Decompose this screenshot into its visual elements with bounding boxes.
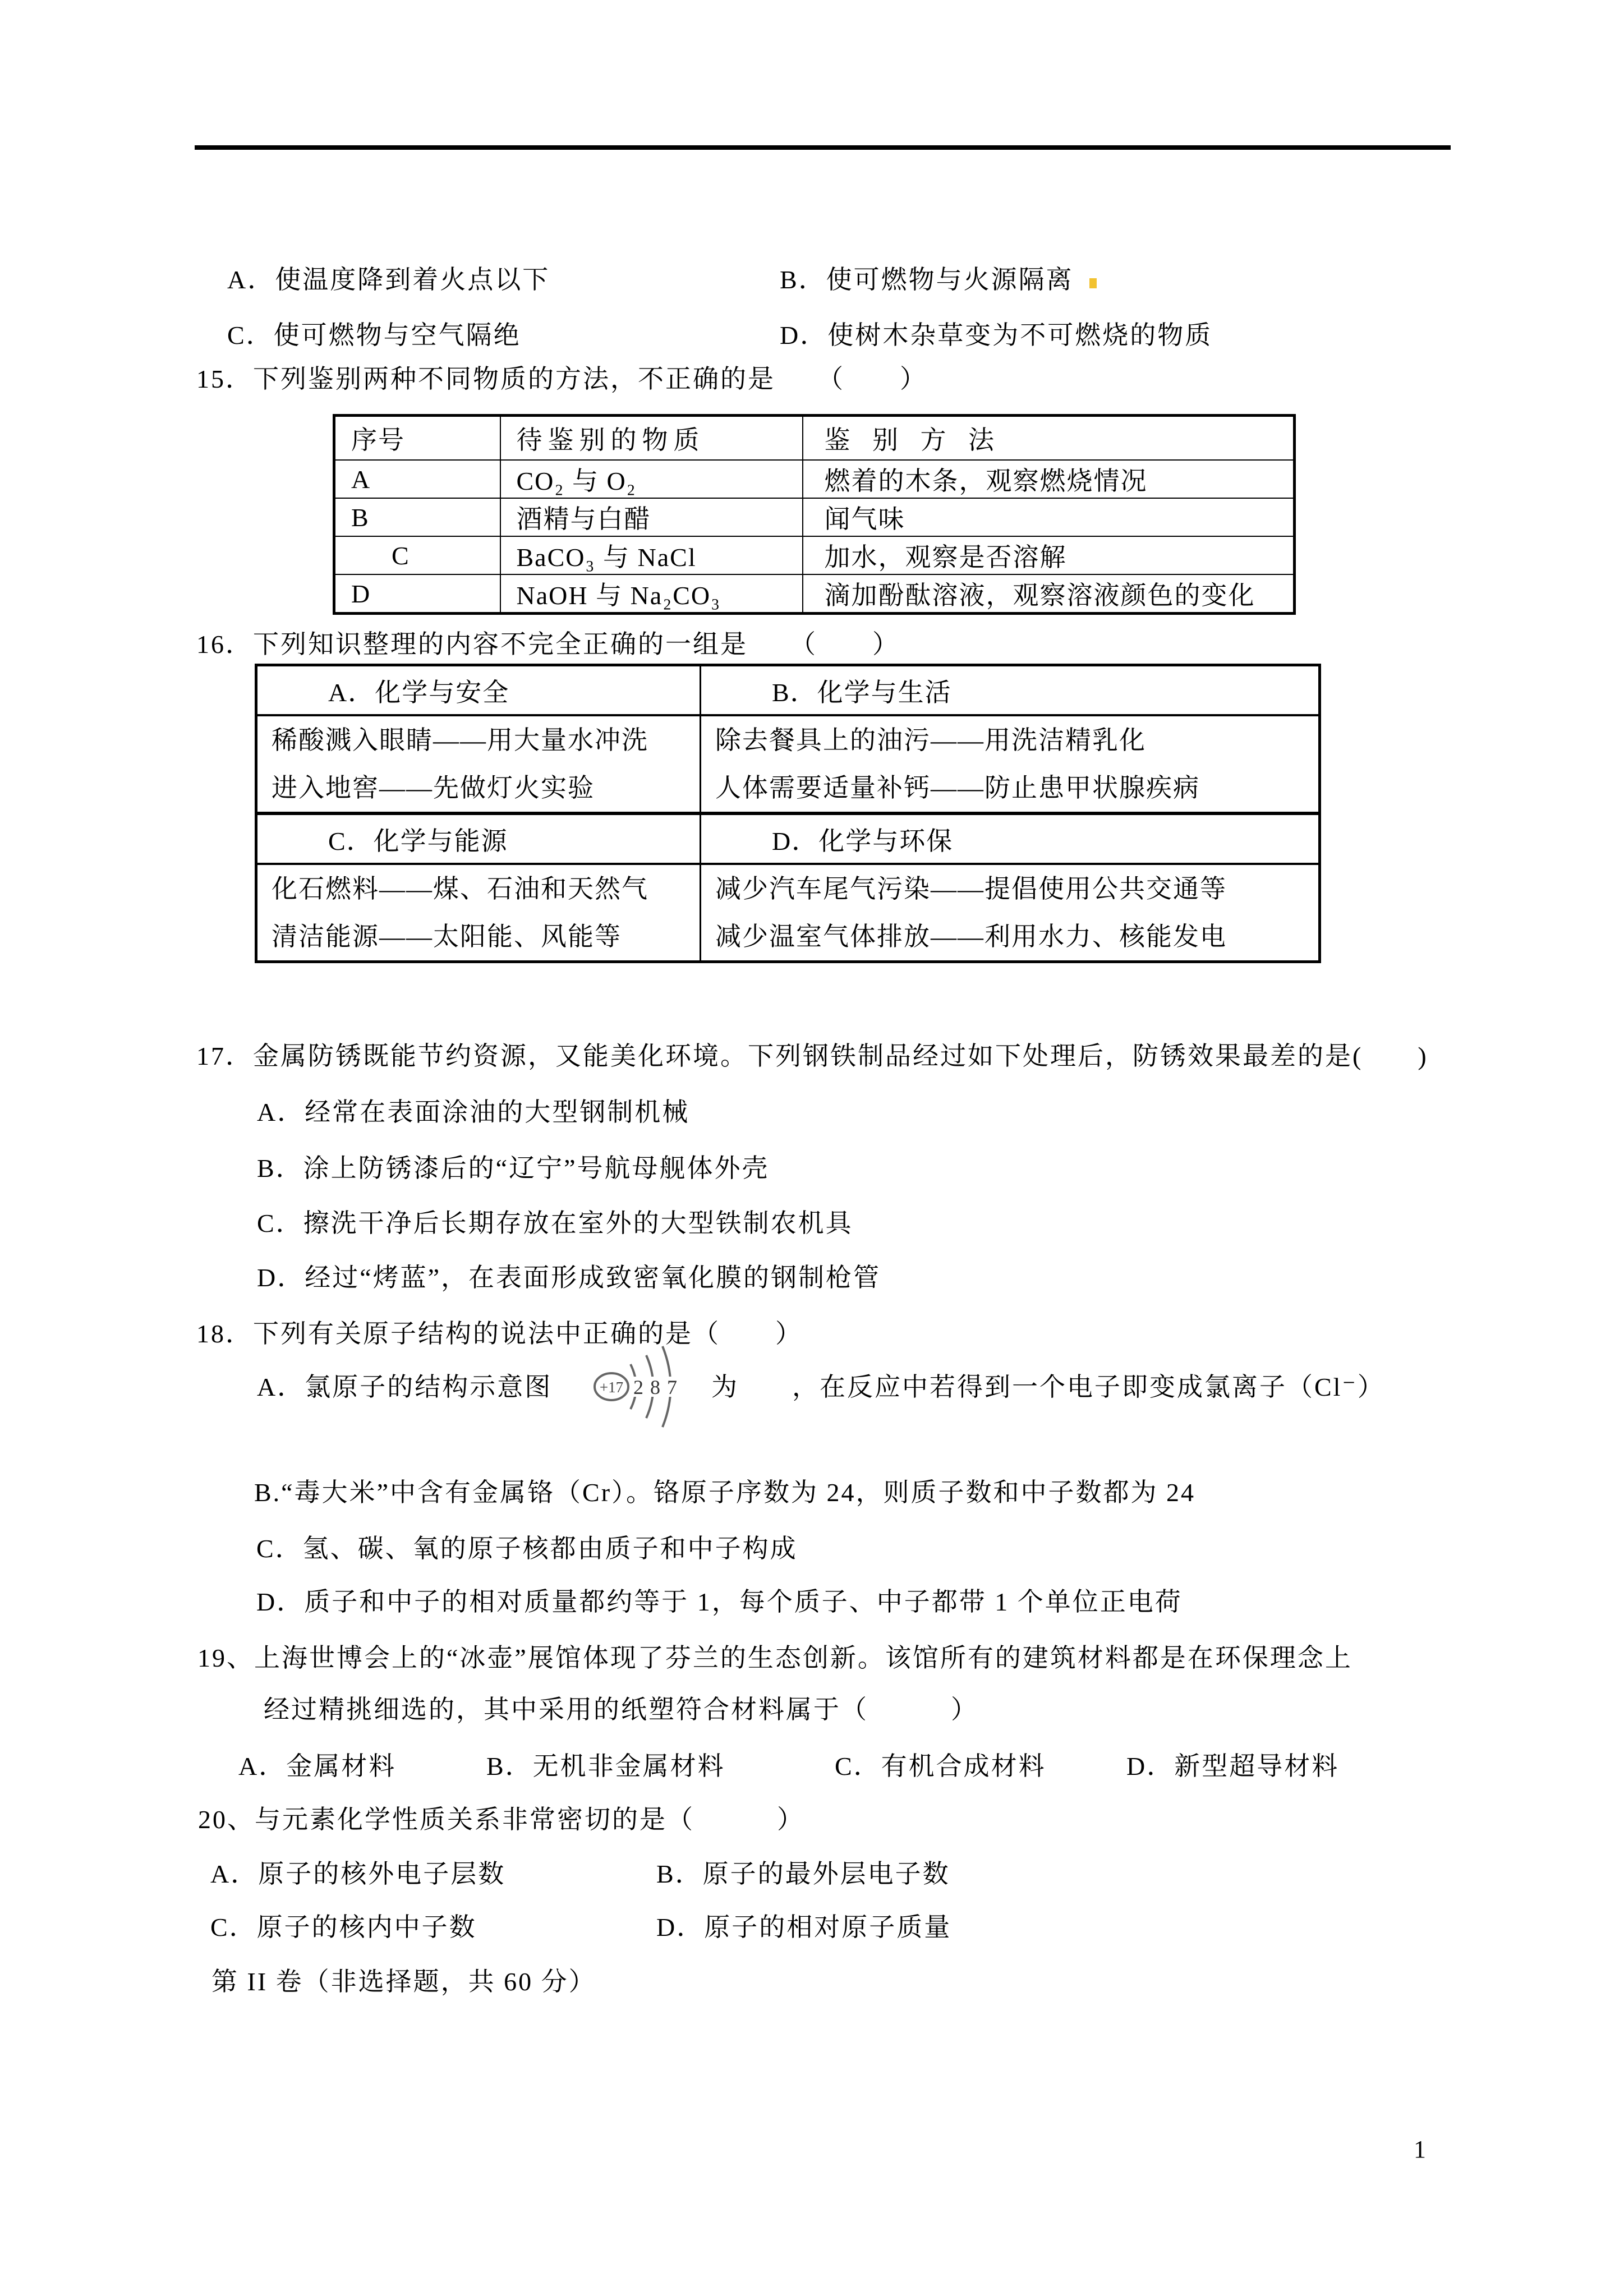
q19-option-b: B．无机非金属材料 (486, 1752, 725, 1780)
shell-electron-count: 8 (650, 1376, 660, 1398)
q18-option-a-mid: 为 (711, 1373, 739, 1401)
q14-option-c: C．使可燃物与空气隔绝 (227, 321, 521, 349)
table-cell: 加水，观察是否溶解 (803, 536, 1295, 574)
table-row (334, 460, 1295, 498)
header-rule (195, 145, 1451, 150)
table-cell: BaCO₃ 与 NaCl (500, 536, 803, 574)
table-cell: D (334, 574, 500, 614)
q18-option-d: D．质子和中子的相对质量都约等于 1，每个质子、中子都带 1 个单位正电荷 (256, 1588, 1183, 1616)
table-row (256, 715, 1320, 813)
table-cell (701, 715, 1320, 813)
q18-option-a-prefix: A．氯原子的结构示意图 (257, 1373, 553, 1401)
q16-table (255, 664, 1321, 963)
table-cell: CO₂ 与 O₂ (500, 460, 803, 498)
table-header-cell: B．化学与生活 (701, 665, 1320, 716)
q19-option-a: A．金属材料 (238, 1752, 397, 1780)
q17-option-c: C．擦洗干净后长期存放在室外的大型铁制农机具 (257, 1209, 853, 1237)
table-header-row (256, 665, 1320, 716)
table-header-cell: 序号 (334, 416, 500, 461)
table-row (334, 536, 1295, 574)
table-cell: 酒精与白醋 (500, 498, 803, 536)
shell-electron-count: 7 (667, 1376, 677, 1398)
table-cell: 闻气味 (803, 498, 1295, 536)
table-header-cell: A．化学与安全 (256, 665, 701, 716)
part2-heading: 第 II 卷（非选择题，共 60 分） (211, 1967, 596, 1996)
q20-option-d: D．原子的相对原子质量 (656, 1913, 952, 1941)
table-cell-line: 清洁能源——太阳能、风能等 (272, 922, 622, 951)
q19-line1: 19、上海世博会上的“冰壶”展馆体现了芬兰的生态创新。该馆所有的建筑材料都是在环保理念上 (197, 1644, 1352, 1672)
q18-option-b: B.“毒大米”中含有金属铬（Cr）。铬原子序数为 24，则质子数和中子数都为 24 (254, 1478, 1196, 1507)
table-cell-line: 稀酸溅入眼睛——用大量水冲洗 (272, 726, 648, 754)
table-cell: 燃着的木条，观察燃烧情况 (803, 460, 1295, 498)
table-cell-line: 化石燃料——煤、石油和天然气 (272, 875, 648, 903)
q17-text: 17．金属防锈既能节约资源，又能美化环境。下列钢铁制品经过如下处理后，防锈效果最差的是( ) (196, 1042, 1428, 1070)
table-header-row (256, 813, 1320, 864)
q19-option-d: D．新型超导材料 (1126, 1752, 1340, 1780)
table-cell-line: 除去餐具上的油污——用洗洁精乳化 (715, 726, 1146, 754)
table-cell-line: 减少温室气体排放——利用水力、核能发电 (715, 922, 1227, 951)
q17-option-b: B．涂上防锈漆后的“辽宁”号航母舰体外壳 (257, 1154, 770, 1182)
table-header-cell: 待鉴别的物质 (500, 416, 803, 461)
table-cell: NaOH 与 Na₂CO₃ (500, 574, 803, 614)
table-cell: C (334, 536, 500, 574)
q18-option-c: C．氢、碳、氧的原子核都由质子和中子构成 (256, 1534, 798, 1563)
table-cell: 滴加酚酞溶液，观察溶液颜色的变化 (803, 574, 1295, 614)
table-header-cell: C．化学与能源 (256, 813, 701, 864)
table-header-cell: D．化学与环保 (701, 813, 1320, 864)
table-header-cell: 鉴 别 方 法 (803, 416, 1295, 461)
table-cell-line: 人体需要适量补钙——防止患甲状腺疾病 (715, 774, 1200, 802)
q14-option-a: A．使温度降到着火点以下 (227, 265, 550, 294)
table-header-row (334, 416, 1295, 461)
q18-option-a-suffix: ，在反应中若得到一个电子即变成氯离子（Cl⁻） (792, 1373, 1385, 1401)
q19-line2: 经过精挑细选的，其中采用的纸塑符合材料属于（ ） (264, 1695, 978, 1724)
q20-text: 20、与元素化学性质关系非常密切的是（ ） (198, 1805, 804, 1834)
q18-text: 18．下列有关原子结构的说法中正确的是（ ） (196, 1319, 803, 1348)
atom-structure-diagram (583, 1340, 696, 1436)
q14-option-b: B．使可燃物与火源隔离 (780, 265, 1074, 294)
table-row (256, 864, 1320, 962)
q20-option-b: B．原子的最外层电子数 (656, 1860, 950, 1888)
q19-option-c: C．有机合成材料 (835, 1752, 1046, 1780)
table-cell (256, 715, 701, 813)
q20-option-a: A．原子的核外电子层数 (210, 1860, 506, 1888)
q17-option-a: A．经常在表面涂油的大型钢制机械 (257, 1098, 690, 1126)
highlight-mark (1089, 278, 1097, 288)
shell-electron-count: 2 (633, 1376, 643, 1398)
q20-option-c: C．原子的核内中子数 (210, 1913, 477, 1941)
q16-text: 16．下列知识整理的内容不完全正确的一组是 （ ） (196, 630, 900, 659)
table-row (334, 498, 1295, 536)
table-cell: B (334, 498, 500, 536)
table-cell: A (334, 460, 500, 498)
q14-option-d: D．使树木杂草变为不可燃烧的物质 (780, 321, 1213, 349)
table-row (334, 574, 1295, 614)
table-cell (256, 864, 701, 962)
table-cell-line: 减少汽车尾气污染——提倡使用公共交通等 (715, 875, 1227, 903)
q15-table (333, 414, 1296, 615)
page-number: 1 (1414, 2136, 1426, 2163)
table-cell-line: 进入地窖——先做灯火实验 (272, 774, 595, 802)
q17-option-d: D．经过“烤蓝”，在表面形成致密氧化膜的钢制枪管 (257, 1263, 881, 1292)
nucleus-charge-label: +17 (599, 1379, 624, 1396)
q15-text: 15．下列鉴别两种不同物质的方法，不正确的是 （ ） (196, 365, 927, 393)
table-cell (701, 864, 1320, 962)
